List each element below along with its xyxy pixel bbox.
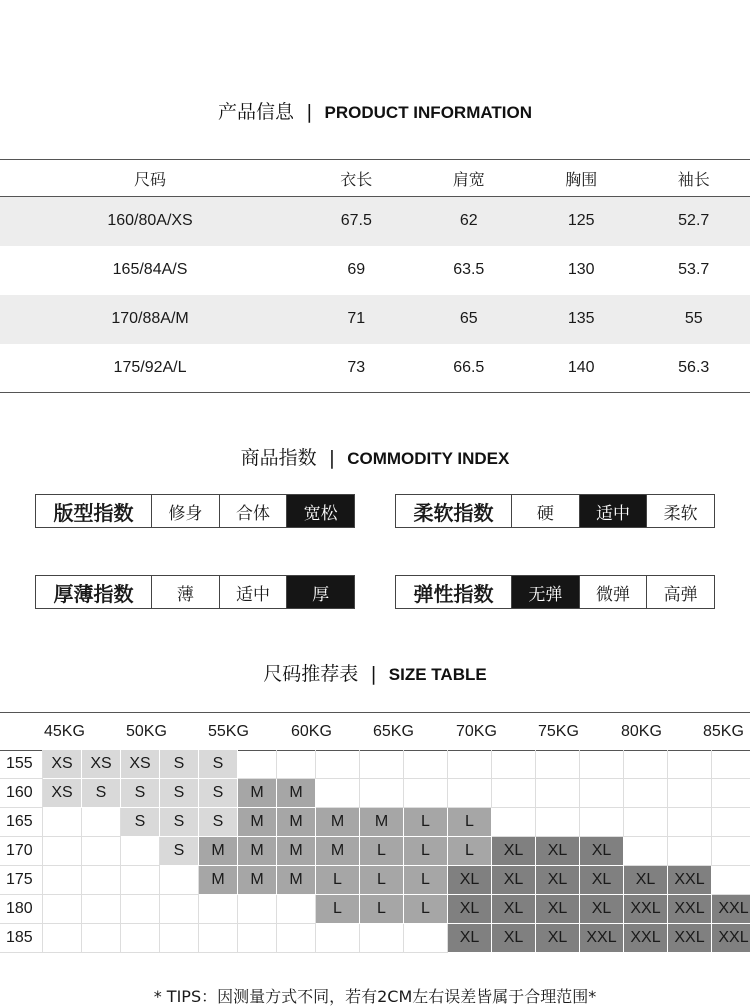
table-cell: 53.7	[678, 261, 710, 278]
size-cell: L	[404, 808, 448, 837]
size-cell	[316, 779, 360, 808]
size-cell: L	[360, 837, 404, 866]
table-cell: 130	[567, 261, 595, 278]
index-option: 薄	[152, 576, 220, 608]
size-row	[0, 750, 750, 779]
size-cell	[160, 895, 199, 924]
size-cell: S	[160, 779, 199, 808]
size-cell	[43, 924, 82, 953]
size-cell: XL	[624, 866, 668, 895]
product-title-cn: 产品信息	[218, 101, 295, 123]
size-cell: XL	[492, 895, 536, 924]
weight-header-row	[0, 712, 750, 751]
size-cell: M	[277, 808, 316, 837]
table-cell: 125	[567, 212, 595, 230]
size-cell: XL	[448, 924, 492, 953]
size-cell	[43, 866, 82, 895]
size-cell: M	[277, 837, 316, 866]
size-cell: S	[121, 808, 160, 837]
size-cell: S	[199, 808, 238, 837]
size-cell: S	[199, 779, 238, 808]
weight-label: 50KG	[126, 723, 167, 740]
size-cell	[82, 837, 121, 866]
size-cell	[199, 924, 238, 953]
size-cell	[624, 837, 668, 866]
size-cell	[492, 750, 536, 779]
size-cell: M	[199, 866, 238, 895]
size-cell: XL	[536, 866, 580, 895]
size-cell: XL	[580, 895, 624, 924]
table-cell: 140	[567, 358, 595, 376]
weight-label: 70KG	[456, 723, 497, 740]
size-cell: M	[316, 808, 360, 837]
tips-text: * TIPS：因测量方式不同，若有2CM左右误差皆属于合理范围*	[153, 987, 597, 1006]
weight-label: 75KG	[538, 723, 579, 740]
size-cell	[238, 924, 277, 953]
table-cell: 62	[459, 212, 478, 230]
index-option: 高弹	[663, 584, 698, 605]
size-cell	[712, 779, 750, 808]
size-cell	[360, 779, 404, 808]
size-cell	[536, 779, 580, 808]
size-cell: XXL	[712, 895, 750, 924]
table-cell: 165/84A/S	[112, 261, 188, 278]
size-cell	[43, 895, 82, 924]
size-cell	[668, 837, 712, 866]
table-cell: 56.3	[678, 358, 710, 376]
size-title-cn: 尺码推荐表	[263, 663, 359, 685]
size-cell: XL	[536, 837, 580, 866]
size-cell: XXL	[712, 924, 750, 953]
size-row	[0, 779, 750, 808]
size-cell: XL	[448, 895, 492, 924]
size-cell	[580, 750, 624, 779]
index-option-selected: 宽松	[287, 495, 354, 527]
index-box	[35, 494, 355, 528]
table-cell: 73	[347, 358, 366, 376]
size-cell	[277, 924, 316, 953]
index-option-selected: 厚	[287, 576, 354, 608]
index-label: 弹性指数	[396, 576, 512, 608]
title-separator: |	[370, 663, 377, 685]
size-cell	[360, 750, 404, 779]
index-option: 柔软	[663, 503, 698, 524]
size-cell	[492, 808, 536, 837]
column-header: 肩宽	[452, 169, 485, 189]
size-cell: S	[160, 837, 199, 866]
size-cell	[360, 924, 404, 953]
index-option-selected: 无弹	[512, 576, 580, 608]
size-cell	[277, 750, 316, 779]
size-cell: XXL	[580, 924, 624, 953]
weight-label: 80KG	[621, 723, 662, 740]
height-label: 180	[0, 895, 43, 924]
size-cell	[199, 895, 238, 924]
index-label: 版型指数	[36, 495, 152, 527]
size-cell: XS	[121, 750, 160, 779]
size-cell: XL	[492, 866, 536, 895]
size-cell	[536, 808, 580, 837]
size-cell	[121, 924, 160, 953]
size-cell: S	[82, 779, 121, 808]
size-cell	[121, 837, 160, 866]
product-table-header	[0, 160, 750, 197]
index-option: 微弹	[580, 576, 648, 608]
size-cell	[668, 750, 712, 779]
size-grid	[0, 750, 750, 953]
size-cell	[448, 750, 492, 779]
size-cell	[712, 808, 750, 837]
commodity-title-cn: 商品指数	[240, 447, 317, 469]
size-cell: M	[316, 837, 360, 866]
size-table	[0, 712, 750, 946]
product-title-en: PRODUCT INFORMATION	[324, 103, 532, 122]
size-cell: XXL	[624, 895, 668, 924]
size-cell: XXL	[668, 924, 712, 953]
height-label: 165	[0, 808, 43, 837]
index-option: 修身	[152, 495, 220, 527]
size-cell: M	[360, 808, 404, 837]
table-cell: 135	[567, 310, 595, 327]
size-cell	[712, 866, 750, 895]
size-cell: M	[277, 779, 316, 808]
size-cell	[121, 866, 160, 895]
size-cell	[712, 750, 750, 779]
height-label: 185	[0, 924, 43, 953]
title-separator: |	[328, 447, 336, 469]
table-cell: 67.5	[340, 212, 372, 230]
size-title-en: SIZE TABLE	[388, 665, 487, 684]
size-cell: XL	[492, 837, 536, 866]
commodity-title-en: COMMODITY INDEX	[347, 449, 510, 468]
size-cell: XS	[43, 750, 82, 779]
size-cell	[448, 779, 492, 808]
column-header: 尺码	[134, 169, 167, 189]
size-cell	[404, 924, 448, 953]
size-cell: L	[316, 866, 360, 895]
size-cell	[160, 866, 199, 895]
size-cell	[404, 750, 448, 779]
column-header: 胸围	[565, 169, 598, 189]
title-separator: |	[306, 101, 313, 123]
size-cell: XL	[580, 837, 624, 866]
size-cell: S	[160, 750, 199, 779]
index-label: 柔软指数	[396, 495, 512, 527]
size-cell: M	[238, 779, 277, 808]
size-cell: L	[404, 895, 448, 924]
weight-label: 55KG	[208, 723, 249, 740]
height-label: 175	[0, 866, 43, 895]
weight-label: 60KG	[291, 723, 332, 740]
size-row	[0, 866, 750, 895]
index-box	[395, 575, 715, 609]
commodity-section-title	[0, 443, 750, 470]
size-cell: M	[238, 866, 277, 895]
size-cell: XL	[536, 895, 580, 924]
product-table	[0, 159, 750, 393]
index-box	[395, 494, 715, 528]
size-cell	[668, 808, 712, 837]
index-box	[35, 575, 355, 609]
weight-label: 85KG	[703, 723, 744, 740]
size-cell: XS	[82, 750, 121, 779]
size-cell: L	[448, 808, 492, 837]
size-cell: S	[160, 808, 199, 837]
height-label: 170	[0, 837, 43, 866]
table-cell: 66.5	[453, 358, 485, 376]
size-cell	[277, 895, 316, 924]
index-option-selected: 适中	[580, 495, 648, 527]
index-option: 硬	[512, 495, 580, 527]
size-cell: XXL	[624, 924, 668, 953]
product-section-title	[0, 97, 750, 124]
size-cell: XS	[43, 779, 82, 808]
table-row	[0, 295, 750, 344]
weight-label: 65KG	[373, 723, 414, 740]
size-cell	[624, 750, 668, 779]
size-cell: XL	[492, 924, 536, 953]
size-cell	[121, 895, 160, 924]
table-cell: 170/88A/M	[111, 310, 189, 327]
size-cell: XL	[580, 866, 624, 895]
index-label: 厚薄指数	[36, 576, 152, 608]
size-cell: XL	[536, 924, 580, 953]
table-cell: 65	[459, 310, 478, 327]
table-row	[0, 344, 750, 393]
table-row	[0, 246, 750, 295]
size-cell: S	[199, 750, 238, 779]
size-cell: L	[360, 895, 404, 924]
size-cell	[82, 866, 121, 895]
size-cell	[536, 750, 580, 779]
size-cell	[580, 779, 624, 808]
size-cell	[82, 895, 121, 924]
size-cell	[712, 837, 750, 866]
product-table-body	[0, 197, 750, 393]
size-cell	[624, 779, 668, 808]
size-row	[0, 895, 750, 924]
height-label: 155	[0, 750, 43, 779]
size-cell: XL	[448, 866, 492, 895]
size-cell: XXL	[668, 895, 712, 924]
table-cell: 175/92A/L	[113, 358, 187, 376]
size-cell	[238, 750, 277, 779]
table-cell: 71	[347, 310, 366, 327]
size-cell: L	[404, 837, 448, 866]
index-option: 适中	[220, 576, 288, 608]
size-cell: L	[448, 837, 492, 866]
size-cell	[404, 779, 448, 808]
size-row	[0, 808, 750, 837]
index-option: 合体	[220, 495, 288, 527]
size-cell	[668, 779, 712, 808]
size-cell: XXL	[668, 866, 712, 895]
table-cell: 160/80A/XS	[107, 212, 193, 230]
size-cell: M	[238, 837, 277, 866]
size-cell	[316, 924, 360, 953]
size-row	[0, 837, 750, 866]
size-cell: L	[360, 866, 404, 895]
size-section-title	[0, 659, 750, 686]
size-cell	[624, 808, 668, 837]
weight-label: 45KG	[44, 723, 85, 740]
size-cell: M	[238, 808, 277, 837]
table-cell: 52.7	[678, 212, 710, 230]
size-cell	[238, 895, 277, 924]
size-cell: S	[121, 779, 160, 808]
table-cell: 63.5	[453, 261, 485, 278]
size-cell	[580, 808, 624, 837]
height-label: 160	[0, 779, 43, 808]
column-header: 衣长	[340, 169, 373, 189]
size-cell: L	[404, 866, 448, 895]
size-cell	[43, 808, 82, 837]
size-cell: L	[316, 895, 360, 924]
size-cell	[160, 924, 199, 953]
column-header: 袖长	[677, 169, 710, 189]
size-cell: M	[277, 866, 316, 895]
size-cell	[492, 779, 536, 808]
size-cell	[316, 750, 360, 779]
size-row	[0, 924, 750, 953]
size-cell	[82, 808, 121, 837]
size-cell	[82, 924, 121, 953]
table-row	[0, 197, 750, 246]
size-cell	[43, 837, 82, 866]
table-cell: 55	[684, 310, 703, 327]
table-cell: 69	[347, 261, 366, 278]
size-cell: M	[199, 837, 238, 866]
